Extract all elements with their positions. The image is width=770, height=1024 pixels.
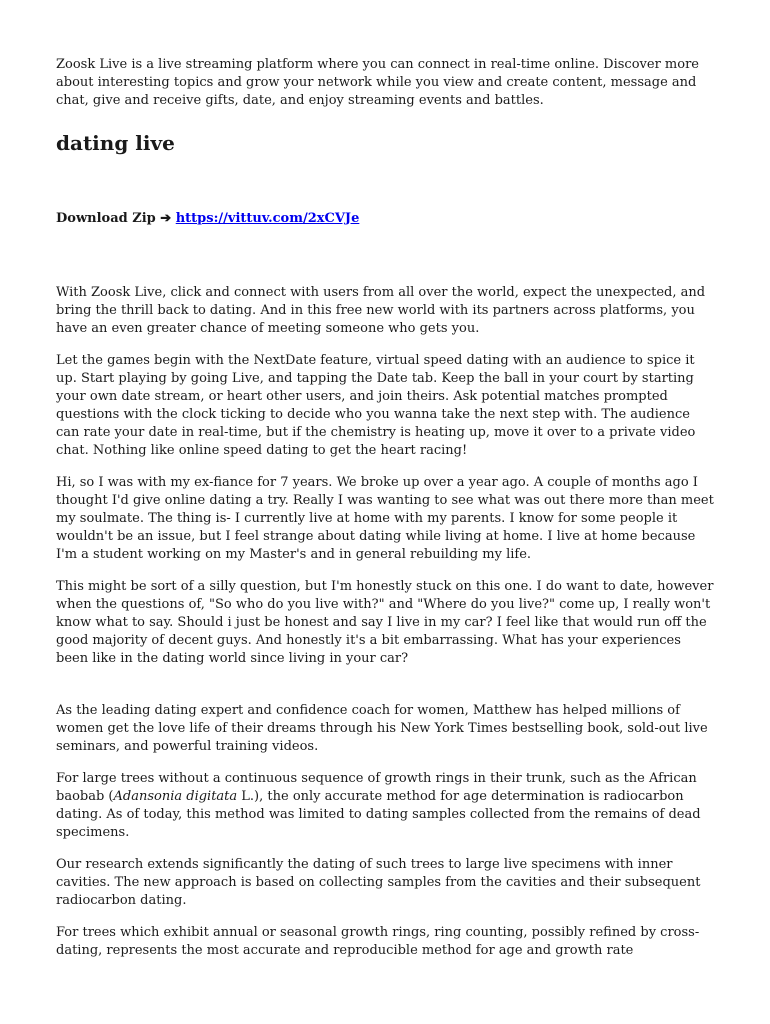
spacer <box>56 682 714 702</box>
baobab-text-before: For large trees without a continuous sequence of growth rings in their trunk, such as the African baobab ( <box>56 771 697 804</box>
download-line <box>56 210 714 228</box>
body-paragraph: This might be sort of a silly question, but I'm honestly stuck on this one. I do want to date, however when the questions of, "So who do you live with?" and "Where do you live?" come up, I really won't know what to say. Should i just be honest and say I live in my car? I feel like that would run off the good majority of decent guys. And honestly it's a bit embarrassing. What has your experiences been like in the dating world since living in your car? <box>56 579 714 666</box>
download-label: Download Zip <box>56 211 161 226</box>
page-heading: dating live <box>56 131 175 155</box>
body-paragraph: For trees which exhibit annual or seasonal growth rings, ring counting, possibly refined by cross-dating, represents the most accurate and reproducible method for age and growth rate <box>56 925 700 958</box>
body-paragraph: As the leading dating expert and confidence coach for women, Matthew has helped millions of women get the love life of their dreams through his New York Times bestselling book, sold-out live seminars, and powerful training videos. <box>56 703 708 754</box>
arrow-icon: ➔ <box>160 211 172 226</box>
spacer <box>56 228 714 284</box>
body-paragraph: Our research extends significantly the dating of such trees to large live specimens with inner cavities. The new approach is based on collecting samples from the cavities and their subsequent radiocarbon dating. <box>56 857 701 908</box>
body-paragraph: With Zoosk Live, click and connect with users from all over the world, expect the unexpected, and bring the thrill back to dating. And in this free new world with its partners across platforms, you have an even greater chance of meeting someone who gets you. <box>56 285 706 336</box>
intro-paragraph: Zoosk Live is a live streaming platform where you can connect in real-time online. Discover more about interesting topics and grow your network while you view and create content, message and chat, give and receive gifts, date, and enjoy streaming events and battles. <box>56 57 699 108</box>
download-link[interactable]: https://vittuv.com/2xCVJe <box>175 211 360 226</box>
species-name: Adansonia digitata <box>113 789 238 804</box>
body-paragraph: Hi, so I was with my ex-fiance for 7 years. We broke up over a year ago. A couple of months ago I thought I'd give online dating a try. Really I was wanting to see what was out there more than meet my soulmate. The thing is- I currently live at home with my parents. I know for some people it wouldn't be an issue, but I feel strange about dating while living at home. I live at home because I'm a student working on my Master's and in general rebuilding my life. <box>56 475 714 562</box>
body-paragraph: Let the games begin with the NextDate feature, virtual speed dating with an audience to spice it up. Start playing by going Live, and tapping the Date tab. Keep the ball in your court by starting your own date stream, or heart other users, and join theirs. Ask potential matches prompted questions with the clock ticking to decide who you wanna take the next step with. The audience can rate your date in real-time, but if the chemistry is heating up, move it over to a private video chat. Nothing like online speed dating to get the heart racing! <box>56 353 696 458</box>
baobab-text-after: L.), the only accurate method for age determination is radiocarbon dating. As of today, this method was limited to dating samples collected from the remains of dead specimens. <box>56 789 701 840</box>
baobab-paragraph <box>56 770 714 842</box>
